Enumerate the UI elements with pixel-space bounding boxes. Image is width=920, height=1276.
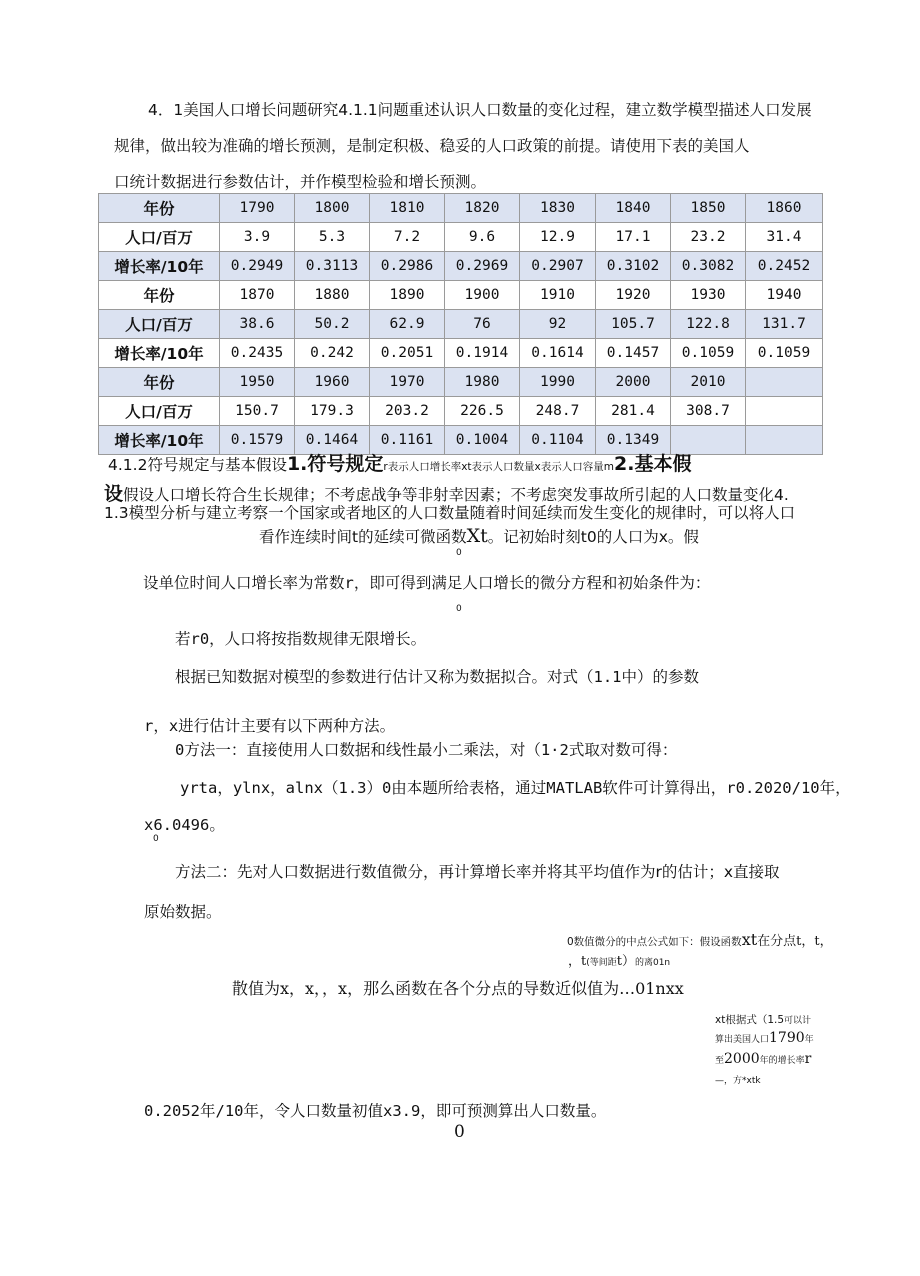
table-cell [746, 368, 823, 397]
table-cell: 1980 [445, 368, 520, 397]
side-note-t: ，t [568, 954, 587, 969]
side-note-us-a: 算出美国人口 [715, 1035, 770, 1045]
table-cell: 23.2 [671, 223, 746, 252]
paragraph-raw-data: 原始数据。 [144, 903, 222, 921]
side-note-us-pop [715, 1030, 814, 1046]
paragraph-method-one: 0方法一：直接使用人口数据和线性最小二乘法，对（1·2式取对数可得： [175, 741, 678, 759]
table-cell: 9.6 [445, 223, 520, 252]
side-note-to: 至 [715, 1056, 725, 1066]
table-cell: 0.1349 [596, 426, 671, 455]
paragraph-fitting: 根据已知数据对模型的参数进行估计又称为数据拟合。对式（1.1中）的参数 [175, 668, 699, 686]
table-cell: 1880 [295, 281, 370, 310]
population-table [98, 193, 823, 455]
table-cell: 0.1059 [671, 339, 746, 368]
function-text: 看作连续时间t的延续可微函数 [259, 528, 467, 546]
table-cell: 0.1464 [295, 426, 370, 455]
table-cell: 0.3082 [671, 252, 746, 281]
table-cell: 308.7 [671, 397, 746, 426]
table-cell: 38.6 [220, 310, 295, 339]
table-cell: 1990 [520, 368, 596, 397]
table-cell: 1870 [220, 281, 295, 310]
side-note-year-label: 年 [804, 1035, 814, 1045]
side-note-growth-label: 年的增长率 [759, 1056, 805, 1066]
section-412-line-1 [108, 454, 691, 477]
assumptions-text: 假设人口增长符合生长规律；不考虑战争等非射幸因素；不考虑突发事故所引起的人口数量变化4. [123, 486, 789, 504]
side-note-formula-a: xt根据式（1.5 [715, 1014, 785, 1026]
table-cell [746, 426, 823, 455]
final-zero: 0 [454, 1122, 465, 1142]
table-cell: 1830 [520, 194, 596, 223]
table-cell: 1950 [220, 368, 295, 397]
row-label: 人口/百万 [99, 397, 220, 426]
row-label: 增长率/10年 [99, 252, 220, 281]
row-label: 人口/百万 [99, 310, 220, 339]
table-row [99, 252, 823, 281]
table-cell: 0.1614 [520, 339, 596, 368]
table-cell: 0.2435 [220, 339, 295, 368]
subscript-zero-3: 0 [153, 834, 159, 844]
section-412-heading: 4.1.2符号规定与基本假设 [108, 456, 287, 474]
table-cell: 0.1457 [596, 339, 671, 368]
row-label: 增长率/10年 [99, 426, 220, 455]
table-cell: 0.2907 [520, 252, 596, 281]
assumptions-heading-end: 设 [104, 483, 124, 505]
table-cell [671, 426, 746, 455]
table-cell: 5.3 [295, 223, 370, 252]
table-row [99, 310, 823, 339]
table-cell: 1890 [370, 281, 445, 310]
table-cell: 62.9 [370, 310, 445, 339]
table-cell: 226.5 [445, 397, 520, 426]
final-result-line: 0.2052年/10年，令人口数量初值x3.9，即可预测算出人口数量。 [144, 1102, 607, 1120]
side-note-dt: t） [616, 954, 635, 969]
table-cell: 1790 [220, 194, 295, 223]
section-413-line: 1.3模型分析与建立考察一个国家或者地区的人口数量随着时间延续而发生变化的规律时，可以将人口 [104, 504, 796, 522]
side-note-points: 在分点t，t， [757, 934, 833, 949]
side-note-growth [715, 1051, 811, 1067]
row-label: 年份 [99, 368, 220, 397]
side-note-equal: (等间距 [586, 958, 617, 968]
table-cell: 17.1 [596, 223, 671, 252]
table-cell: 3.9 [220, 223, 295, 252]
side-note-year-2000: 2000 [724, 1051, 760, 1067]
table-cell: 150.7 [220, 397, 295, 426]
table-cell: 12.9 [520, 223, 596, 252]
table-cell: 248.7 [520, 397, 596, 426]
table-cell: 1900 [445, 281, 520, 310]
table-cell: 0.1104 [520, 426, 596, 455]
table-cell: 1940 [746, 281, 823, 310]
table-cell: 1930 [671, 281, 746, 310]
derivative-approx-line: 散值为x，x，，x，那么函数在各个分点的导数近似值为…01nxx [232, 979, 684, 998]
table-cell: 0.2949 [220, 252, 295, 281]
table-cell: 281.4 [596, 397, 671, 426]
paragraph-x-result: x6.0496。 [144, 816, 225, 834]
paragraph-two-methods: r，x进行估计主要有以下两种方法。 [144, 717, 396, 735]
table-row [99, 194, 823, 223]
row-label: 增长率/10年 [99, 339, 220, 368]
table-cell: 0.2986 [370, 252, 445, 281]
subscript-zero: 0 [456, 548, 462, 558]
side-note-interval [568, 950, 670, 969]
table-cell: 1910 [520, 281, 596, 310]
table-cell: 1820 [445, 194, 520, 223]
table-cell: 0.2969 [445, 252, 520, 281]
table-cell: 0.3113 [295, 252, 370, 281]
table-cell: 122.8 [671, 310, 746, 339]
table-cell: 1800 [295, 194, 370, 223]
side-note-r: r [804, 1051, 812, 1067]
side-note-formula-b: 可以计 [784, 1016, 812, 1026]
table-cell: 0.2051 [370, 339, 445, 368]
row-label: 人口/百万 [99, 223, 220, 252]
table-row [99, 281, 823, 310]
table-row [99, 368, 823, 397]
table-cell: 0.1914 [445, 339, 520, 368]
table-cell: 1810 [370, 194, 445, 223]
table-row [99, 426, 823, 455]
intro-line-3: 口统计数据进行参数估计，并作模型检验和增长预测。 [114, 173, 487, 191]
table-cell: 1840 [596, 194, 671, 223]
table-cell: 0.1161 [370, 426, 445, 455]
table-cell: 1860 [746, 194, 823, 223]
table-row [99, 223, 823, 252]
paragraph-growth-rate: 设单位时间人口增长率为常数r，即可得到满足人口增长的微分方程和初始条件为： [143, 574, 711, 592]
side-note-year-1790: 1790 [769, 1030, 805, 1046]
table-cell: 0.2452 [746, 252, 823, 281]
section-412-line-2 [104, 484, 789, 505]
table-cell: 1960 [295, 368, 370, 397]
table-cell: 1920 [596, 281, 671, 310]
table-cell: 131.7 [746, 310, 823, 339]
table-row [99, 339, 823, 368]
table-cell: 105.7 [596, 310, 671, 339]
table-cell: 0.1579 [220, 426, 295, 455]
row-label: 年份 [99, 281, 220, 310]
side-note-tail: —，方*xtk [715, 1076, 761, 1086]
table-cell: 76 [445, 310, 520, 339]
side-note-formula [715, 1012, 811, 1027]
intro-line-2: 规律，做出较为准确的增长预测，是制定积极、稳妥的人口政策的前提。请使用下表的美国人 [114, 137, 750, 155]
side-note-text: 0数值微分的中点公式如下：假设函数 [567, 936, 742, 948]
table-cell: 0.3102 [596, 252, 671, 281]
table-row [99, 397, 823, 426]
initial-time-text: 。记初始时刻t0的人口为x。假 [487, 528, 699, 546]
row-label: 年份 [99, 194, 220, 223]
table-cell: 0.242 [295, 339, 370, 368]
symbols-heading: 1.符号规定 [286, 453, 384, 475]
table-cell: 1970 [370, 368, 445, 397]
table-cell: 203.2 [370, 397, 445, 426]
side-note-midpoint [567, 930, 833, 949]
side-note-symbol: xt [741, 930, 758, 949]
table-cell: 50.2 [295, 310, 370, 339]
assumptions-heading-start: 2.基本假 [614, 453, 692, 475]
table-cell: 0.1059 [746, 339, 823, 368]
table-cell: 7.2 [370, 223, 445, 252]
table-cell: 31.4 [746, 223, 823, 252]
section-413-line-2 [259, 526, 699, 547]
paragraph-matlab-result: yrta，ylnx，alnx（1.3）0由本题所给表格，通过MATLAB软件可计算得出，r0.2020/10年， [180, 779, 851, 797]
side-note-discrete: 的离01n [634, 958, 671, 968]
table-cell: 0.1004 [445, 426, 520, 455]
table-cell: 2010 [671, 368, 746, 397]
intro-line-1: 4．1美国人口增长问题研究4.1.1问题重述认识人口数量的变化过程，建立数学模型描述人口发展 [148, 101, 812, 119]
table-cell: 92 [520, 310, 596, 339]
table-cell: 1850 [671, 194, 746, 223]
paragraph-exponential: 若r0，人口将按指数规律无限增长。 [175, 630, 427, 648]
table-cell: 179.3 [295, 397, 370, 426]
symbols-text: r表示人口增长率xt表示人口数量x表示人口容量m [383, 461, 614, 473]
function-symbol: Xt [466, 525, 488, 547]
table-cell [746, 397, 823, 426]
paragraph-method-two: 方法二：先对人口数据进行数值微分，再计算增长率并将其平均值作为r的估计；x直接取 [175, 863, 780, 881]
table-cell: 2000 [596, 368, 671, 397]
subscript-zero-2: 0 [456, 604, 462, 614]
